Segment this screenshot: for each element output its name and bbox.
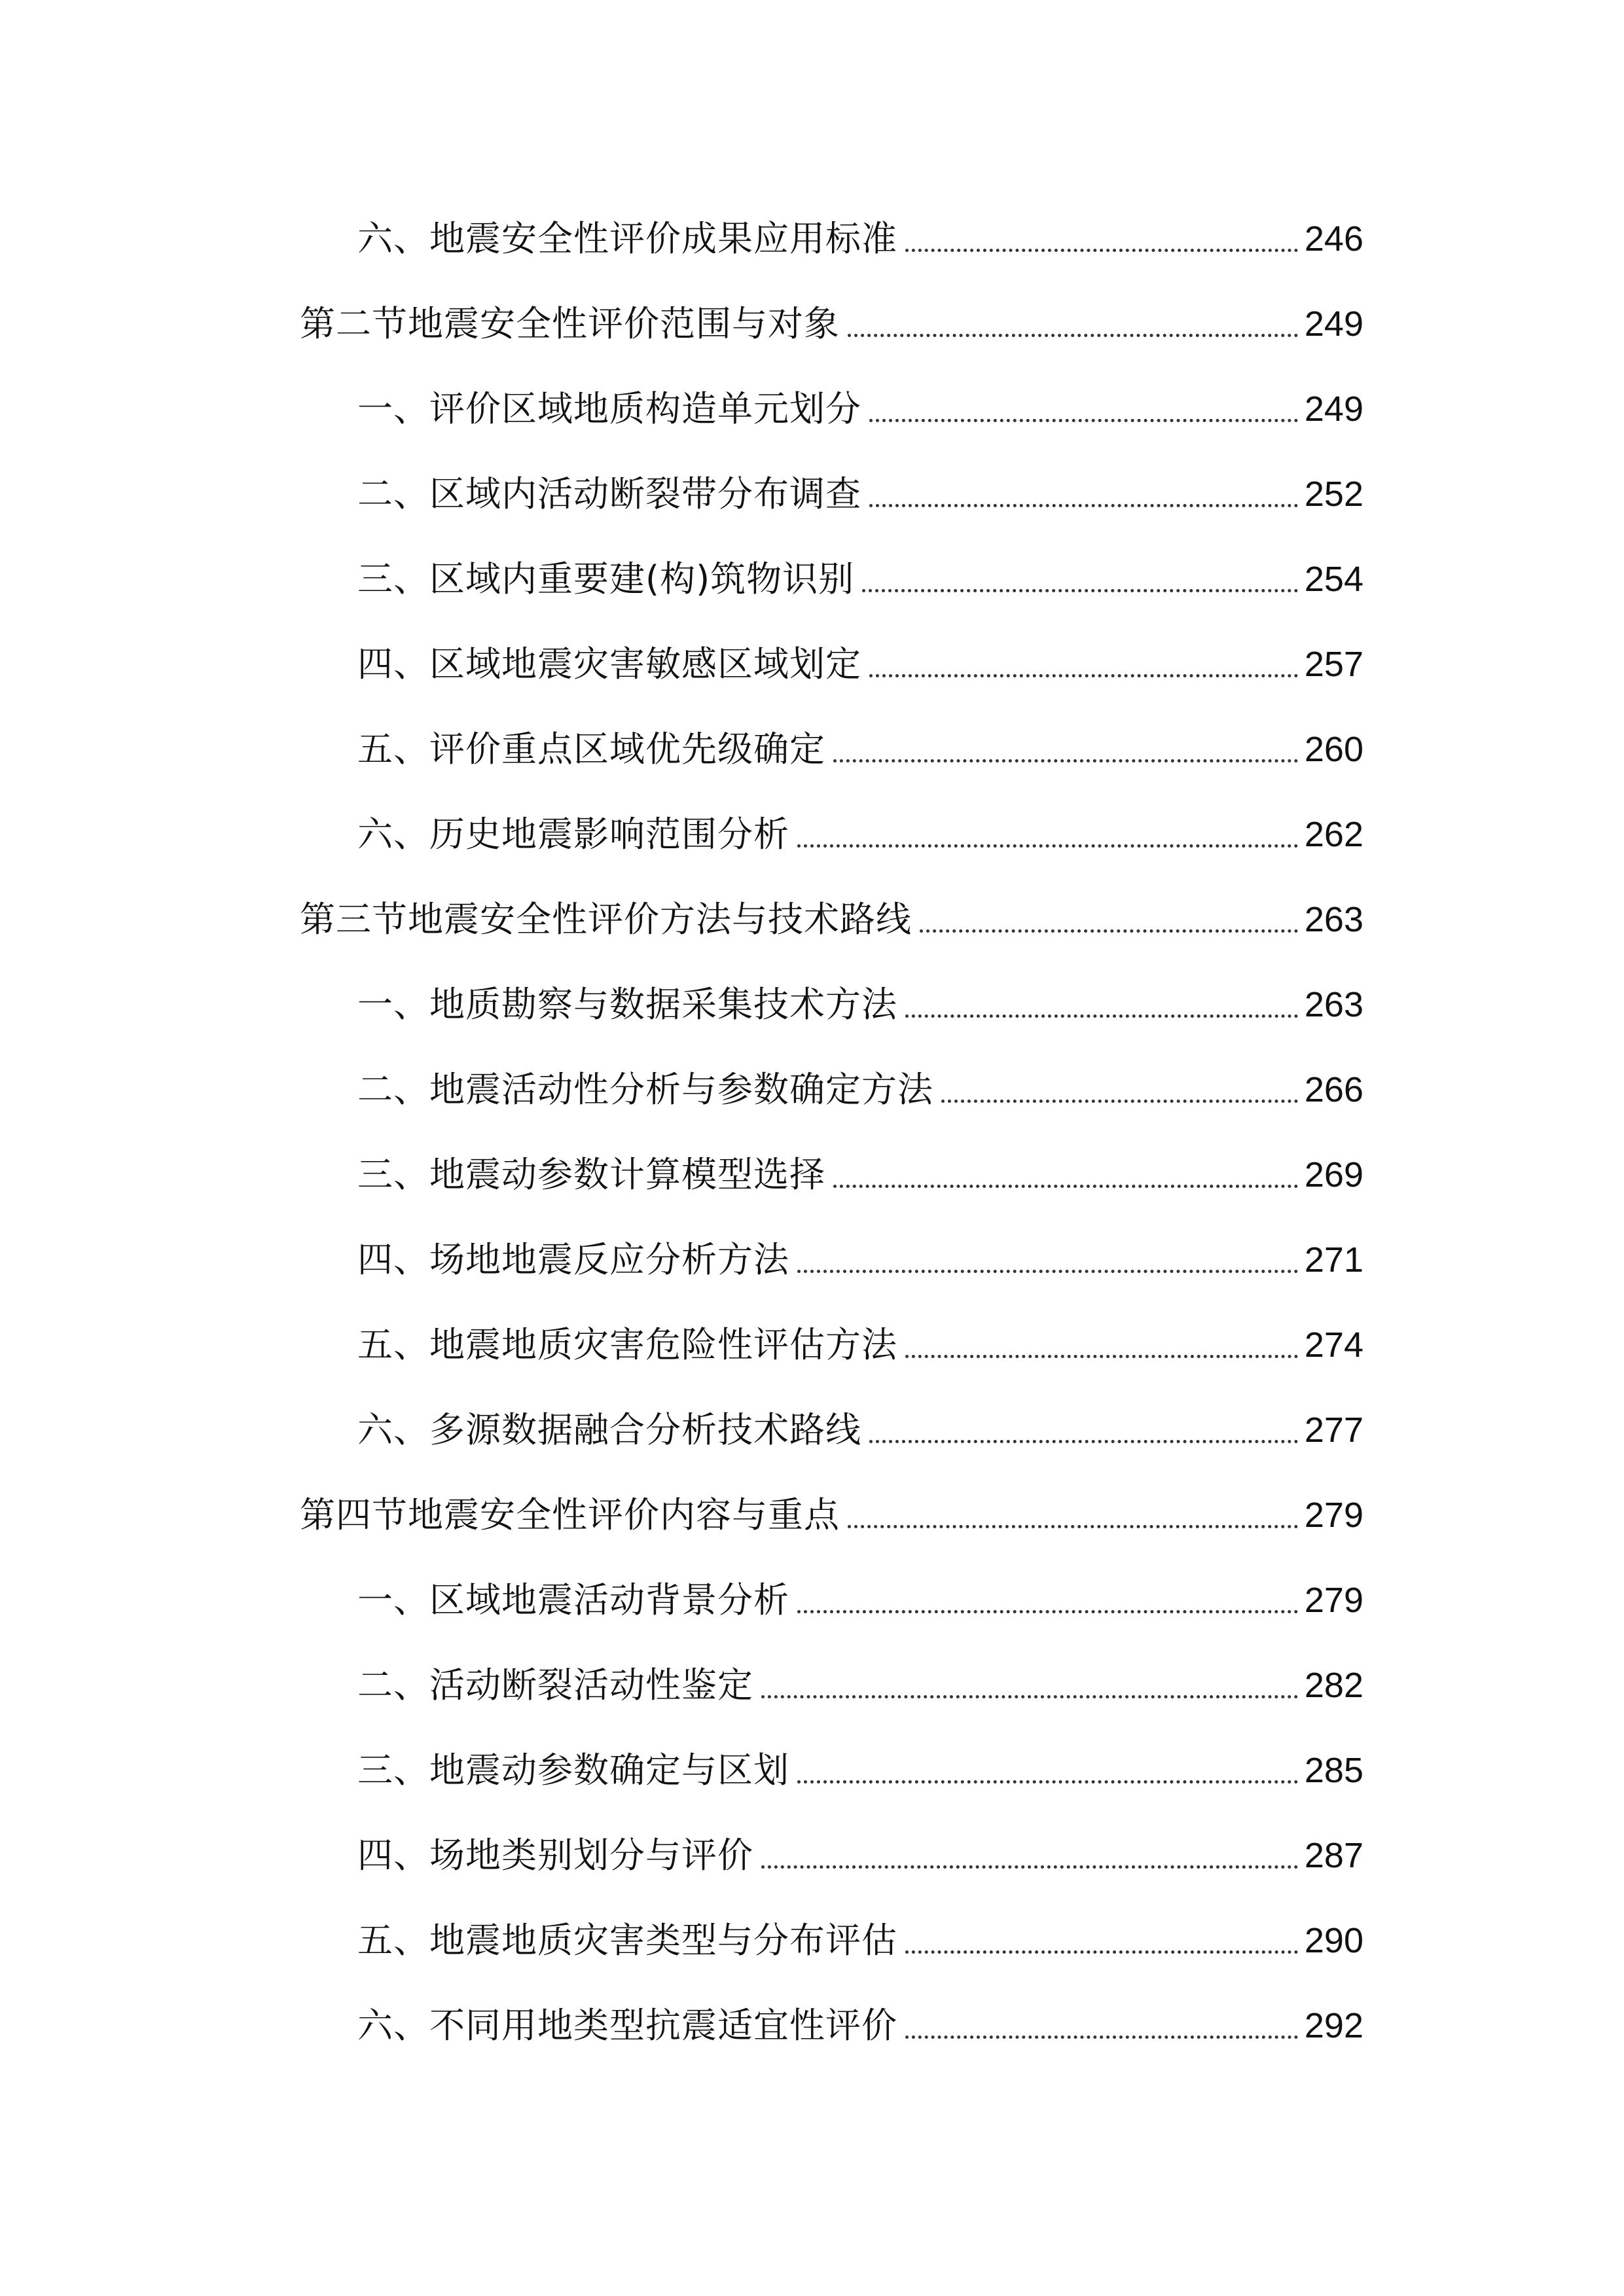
toc-entry-title: 一、评价区域地质构造单元划分 — [357, 388, 861, 429]
toc-page-number: 254 — [1304, 560, 1363, 599]
toc-entry-title: 二、地震活动性分析与参数确定方法 — [357, 1069, 933, 1110]
toc-page-number: 282 — [1304, 1666, 1363, 1705]
toc-entry[interactable] — [357, 1149, 1363, 1201]
toc-page-number: 252 — [1304, 475, 1363, 514]
toc-entry-title: 六、不同用地类型抗震适宜性评价 — [357, 2005, 897, 2046]
toc-page-number: 279 — [1304, 1581, 1363, 1620]
toc-page-number: 274 — [1304, 1325, 1363, 1365]
toc-entry-title: 四、场地地震反应分析方法 — [357, 1239, 789, 1280]
dot-leader — [905, 1355, 1298, 1358]
toc-entry[interactable] — [357, 1914, 1363, 1967]
dot-leader — [833, 1185, 1298, 1188]
dot-leader — [869, 674, 1298, 677]
dot-leader — [941, 1100, 1298, 1103]
toc-entry-title: 五、地震地质灾害危险性评估方法 — [357, 1324, 897, 1365]
dot-leader — [905, 1950, 1298, 1954]
toc-entry-title: 一、区域地震活动背景分析 — [357, 1579, 789, 1621]
toc-entry-title: 三、区域内重要建(构)筑物识别 — [357, 558, 855, 600]
toc-section-heading[interactable] — [300, 893, 1363, 946]
toc-entry-title: 第四节地震安全性评价内容与重点 — [300, 1494, 840, 1535]
dot-leader — [848, 334, 1298, 337]
toc-page-number: 249 — [1304, 304, 1363, 344]
toc-entry-title: 二、活动断裂活动性鉴定 — [357, 1664, 753, 1706]
toc-page-number: 266 — [1304, 1070, 1363, 1109]
toc-entry-title: 四、区域地震灾害敏感区域划定 — [357, 643, 861, 685]
toc-page-number: 263 — [1304, 900, 1363, 939]
toc-entry-title: 五、地震地质灾害类型与分布评估 — [357, 1920, 897, 1961]
toc-entry-title: 六、地震安全性评价成果应用标准 — [357, 218, 897, 259]
toc-page-number: 287 — [1304, 1836, 1363, 1875]
dot-leader — [869, 1440, 1298, 1443]
dot-leader — [869, 504, 1298, 507]
dot-leader — [905, 1014, 1298, 1018]
dot-leader — [761, 1695, 1298, 1698]
toc-entry-title: 六、多源数据融合分析技术路线 — [357, 1409, 861, 1450]
toc-entry-title: 三、地震动参数确定与区划 — [357, 1749, 789, 1791]
toc-entry[interactable] — [357, 1404, 1363, 1456]
dot-leader — [869, 419, 1298, 422]
dot-leader — [833, 759, 1298, 762]
toc-page-number: 249 — [1304, 389, 1363, 429]
toc-page-number: 290 — [1304, 1921, 1363, 1960]
toc-entry[interactable] — [357, 1659, 1363, 1712]
toc-entry-title: 一、地质勘察与数据采集技术方法 — [357, 984, 897, 1025]
toc-page-number: 263 — [1304, 985, 1363, 1024]
toc-entry[interactable] — [357, 213, 1363, 265]
toc-page-number: 277 — [1304, 1410, 1363, 1450]
toc-entry-title: 第二节地震安全性评价范围与对象 — [300, 303, 840, 344]
toc-entry[interactable] — [357, 1064, 1363, 1116]
dot-leader — [920, 929, 1298, 933]
toc-entry-title: 四、场地类别划分与评价 — [357, 1835, 753, 1876]
toc-entry[interactable] — [357, 638, 1363, 691]
toc-entry[interactable] — [357, 383, 1363, 435]
dot-leader — [797, 1270, 1298, 1273]
dot-leader — [797, 844, 1298, 848]
toc-entry-title: 三、地震动参数计算模型选择 — [357, 1154, 825, 1195]
toc-entry[interactable] — [357, 1319, 1363, 1371]
toc-page-number: 246 — [1304, 219, 1363, 259]
toc-entry[interactable] — [357, 723, 1363, 776]
dot-leader — [797, 1610, 1298, 1613]
dot-leader — [862, 589, 1298, 592]
toc-section-heading[interactable] — [300, 1489, 1363, 1541]
toc-entry-title: 五、评价重点区域优先级确定 — [357, 728, 825, 770]
toc-entry[interactable] — [357, 978, 1363, 1031]
dot-leader — [905, 2036, 1298, 2039]
toc-page-number: 292 — [1304, 2006, 1363, 2045]
toc-entry-title: 第三节地震安全性评价方法与技术路线 — [300, 899, 912, 940]
toc-entry[interactable] — [357, 808, 1363, 861]
toc-page-number: 262 — [1304, 815, 1363, 854]
dot-leader — [848, 1525, 1298, 1528]
toc-section-heading[interactable] — [300, 298, 1363, 350]
toc-entry[interactable] — [357, 1744, 1363, 1797]
toc-page-number: 279 — [1304, 1496, 1363, 1535]
toc-entry-title: 二、区域内活动断裂带分布调查 — [357, 473, 861, 514]
toc-entry-title: 六、历史地震影响范围分析 — [357, 814, 789, 855]
dot-leader — [905, 249, 1298, 252]
toc-page-number: 269 — [1304, 1155, 1363, 1194]
toc-entry[interactable] — [357, 1574, 1363, 1626]
toc-entry[interactable] — [357, 468, 1363, 520]
toc-entry[interactable] — [357, 2000, 1363, 2052]
toc-page-number: 260 — [1304, 730, 1363, 769]
toc-entry[interactable] — [357, 1829, 1363, 1882]
toc-page-number: 271 — [1304, 1240, 1363, 1280]
toc-entry[interactable] — [357, 1234, 1363, 1286]
toc-page-number: 257 — [1304, 645, 1363, 684]
toc-entry[interactable] — [357, 553, 1363, 605]
dot-leader — [797, 1780, 1298, 1784]
dot-leader — [761, 1865, 1298, 1869]
toc-page-number: 285 — [1304, 1751, 1363, 1790]
